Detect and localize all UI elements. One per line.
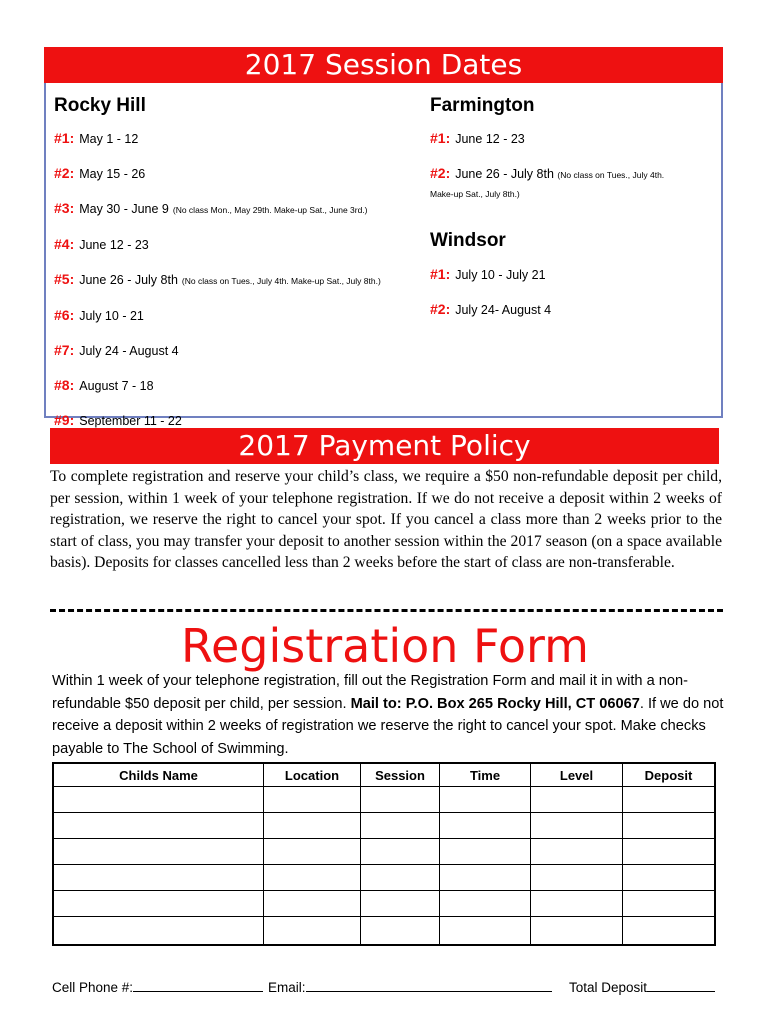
session-dates: July 24 - August 4: [79, 344, 179, 358]
session-number: #1:: [54, 130, 75, 146]
table-cell[interactable]: [440, 891, 531, 917]
email-blank[interactable]: [306, 978, 552, 992]
session-number: #7:: [54, 342, 75, 358]
instructions-part-1: Within 1 week of your telephone registration, fill out the Registration Form and mail it in with a non-refundable $50 deposit per child, per session.: [52, 673, 688, 712]
mailing-address: Mail to: P.O. Box 265 Rocky Hill, CT 06067: [350, 695, 640, 712]
session-number: #1:: [430, 130, 451, 146]
table-cell[interactable]: [53, 865, 264, 891]
session-number: #2:: [54, 165, 75, 181]
column-header-location: Location: [264, 763, 361, 787]
table-cell[interactable]: [361, 865, 440, 891]
table-cell[interactable]: [440, 865, 531, 891]
table-cell[interactable]: [361, 917, 440, 946]
rocky-hill-session: [54, 307, 434, 324]
table-cell[interactable]: [440, 813, 531, 839]
session-dates: June 26 - July 8th: [455, 167, 554, 181]
table-cell[interactable]: [53, 891, 264, 917]
table-cell[interactable]: [264, 865, 361, 891]
column-header-time: Time: [440, 763, 531, 787]
rocky-hill-session: [54, 342, 434, 359]
table-cell[interactable]: [623, 865, 716, 891]
total-deposit-field[interactable]: [569, 978, 715, 997]
windsor-session: [430, 301, 720, 318]
rocky-hill-title: Rocky Hill: [54, 95, 146, 116]
rocky-hill-session: [54, 412, 434, 429]
session-number: #5:: [54, 271, 75, 287]
rocky-hill-session: [54, 271, 434, 289]
session-dates-title: 2017 Session Dates: [44, 47, 723, 83]
table-cell[interactable]: [53, 813, 264, 839]
table-cell[interactable]: [53, 917, 264, 946]
instructions-part-2: . If we do not receive a deposit within 2 weeks of registration we reserve the right to cancel your spot. Make checks payable to The School of Swimming.: [52, 695, 724, 757]
session-number: #2:: [430, 165, 451, 181]
email-field[interactable]: [268, 978, 552, 997]
session-dates: July 24- August 4: [455, 303, 552, 317]
session-dates: May 30 - June 9: [79, 202, 169, 216]
session-dates: June 12 - 23: [79, 238, 149, 252]
payment-policy-text: To complete registration and reserve your child’s class, we require a $50 non-refundable deposit per child, per session, within 1 week of your telephone registration. If we do not receive a deposit within 2 weeks of registration, we reserve the right to cancel your spot. If you cancel a class more than 2 weeks prior to the start of class, you may transfer your deposit to another session within the 2017 season (on a space available basis). Deposits for classes cancelled less than 2 weeks before the start of class are non-transferable.: [50, 468, 722, 572]
session-dates: August 7 - 18: [79, 379, 154, 393]
session-number: #1:: [430, 266, 451, 282]
column-header-level: Level: [531, 763, 623, 787]
table-cell[interactable]: [264, 839, 361, 865]
column-header-session: Session: [361, 763, 440, 787]
table-row: [53, 865, 715, 891]
session-number: #3:: [54, 200, 75, 216]
farmington-session: [430, 130, 720, 147]
table-cell[interactable]: [53, 839, 264, 865]
table-row: [53, 787, 715, 813]
windsor-session: [430, 266, 720, 283]
rocky-hill-session: [54, 200, 434, 218]
email-label: Email:: [268, 980, 306, 995]
table-cell[interactable]: [264, 813, 361, 839]
table-header-row: [53, 763, 715, 787]
table-cell[interactable]: [53, 787, 264, 813]
table-cell[interactable]: [623, 813, 716, 839]
column-header-deposit: Deposit: [623, 763, 716, 787]
payment-policy-title: 2017 Payment Policy: [50, 428, 719, 464]
rocky-hill-session-list: [54, 130, 434, 429]
session-dates-box: [44, 47, 723, 428]
table-cell[interactable]: [623, 787, 716, 813]
table-cell[interactable]: [264, 787, 361, 813]
column-header-childs-name: Childs Name: [53, 763, 264, 787]
session-dates: June 12 - 23: [455, 132, 525, 146]
table-cell[interactable]: [361, 839, 440, 865]
table-cell[interactable]: [531, 891, 623, 917]
session-dates: June 26 - July 8th: [79, 273, 178, 287]
table-cell[interactable]: [361, 813, 440, 839]
table-cell[interactable]: [531, 787, 623, 813]
session-dates: July 10 - July 21: [455, 268, 546, 282]
session-dates: July 10 - 21: [79, 309, 144, 323]
windsor-title: Windsor: [430, 230, 506, 251]
table-cell[interactable]: [440, 787, 531, 813]
table-cell[interactable]: [531, 839, 623, 865]
table-cell[interactable]: [531, 865, 623, 891]
session-number: #6:: [54, 307, 75, 323]
rocky-hill-session: [54, 165, 434, 182]
table-cell[interactable]: [264, 917, 361, 946]
table-cell[interactable]: [264, 891, 361, 917]
farmington-windsor-column: [430, 95, 720, 318]
rocky-hill-session: [54, 377, 434, 394]
table-cell[interactable]: [440, 839, 531, 865]
table-cell[interactable]: [361, 891, 440, 917]
total-deposit-label: Total Deposit: [569, 980, 648, 995]
table-cell[interactable]: [623, 891, 716, 917]
table-cell[interactable]: [531, 917, 623, 946]
session-note: (No class Mon., May 29th. Make-up Sat., June 3rd.): [172, 205, 368, 215]
session-number: #2:: [430, 301, 451, 317]
registration-table: [52, 762, 716, 946]
total-deposit-blank[interactable]: [647, 978, 715, 992]
session-number: #8:: [54, 377, 75, 393]
table-row: [53, 813, 715, 839]
session-dates: September 11 - 22: [79, 414, 182, 428]
session-note-continued: Make-up Sat., July 8th.): [430, 189, 520, 199]
rocky-hill-session: [54, 236, 434, 253]
session-number: #4:: [54, 236, 75, 252]
farmington-title: Farmington: [430, 95, 535, 116]
table-row: [53, 839, 715, 865]
table-cell[interactable]: [531, 813, 623, 839]
session-dates: May 15 - 26: [79, 167, 146, 181]
farmington-session: [430, 165, 720, 202]
table-cell[interactable]: [623, 839, 716, 865]
cell-phone-field[interactable]: [52, 978, 263, 997]
registration-form-title: Registration Form: [181, 619, 589, 673]
table-cell[interactable]: [623, 917, 716, 946]
cell-phone-blank[interactable]: [133, 978, 263, 992]
rocky-hill-session: [54, 130, 434, 147]
table-cell[interactable]: [361, 787, 440, 813]
session-note: (No class on Tues., July 4th. Make-up Sat., July 8th.): [181, 276, 381, 286]
table-cell[interactable]: [440, 917, 531, 946]
table-row: [53, 891, 715, 917]
cell-phone-label: Cell Phone #:: [52, 980, 134, 995]
session-number: #9:: [54, 412, 75, 428]
rocky-hill-column: [54, 95, 434, 447]
session-note: (No class on Tues., July 4th.: [557, 170, 665, 180]
registration-instructions: [52, 670, 724, 760]
session-dates: May 1 - 12: [79, 132, 139, 146]
table-row: [53, 917, 715, 946]
cut-line-divider: [50, 609, 723, 612]
